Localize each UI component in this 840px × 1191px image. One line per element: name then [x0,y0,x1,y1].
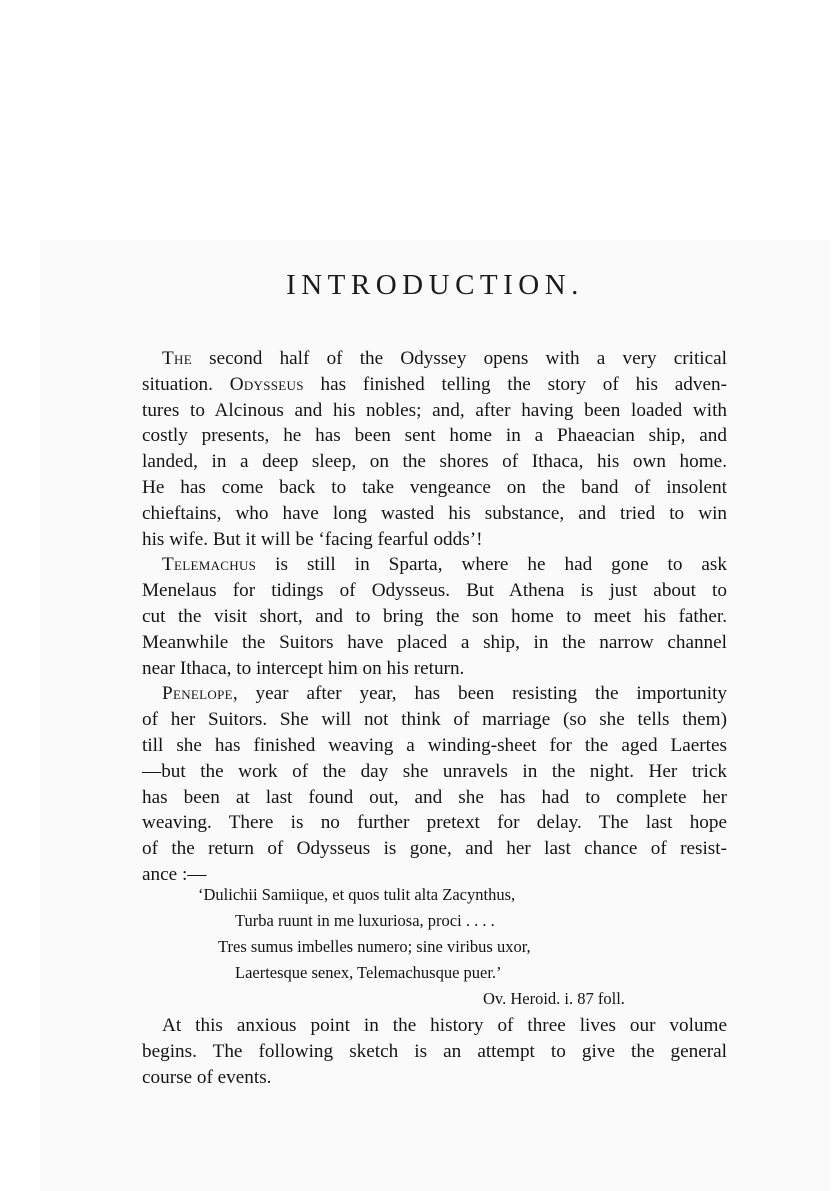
text-line [142,681,727,707]
paragraph-closing [142,1013,727,1090]
small-caps-name: Penelope [162,683,233,705]
text-span: is still in Sparta, where he had gone to ask [256,554,727,576]
text-line: landed, in a deep sleep, on the shores of Ithaca, his own home. [142,451,727,473]
text-line: At this anxious point in the history of three lives our volume [162,1015,727,1036]
body-text [142,346,727,888]
text-line [142,552,727,578]
text-line: costly presents, he has been sent home in a Phaeacian ship, and [142,425,727,447]
text-span: second half of the Odyssey opens with a very critical [191,348,727,369]
text-line: Meanwhile the Suitors have placed a ship, in the narrow channel [142,631,727,653]
text-line: course of events. [142,1066,272,1088]
text-line: tures to Alcinous and his nobles; and, after having been loaded with [142,399,727,421]
text-span: has finished telling the story of his adven- [303,373,727,395]
text-line: weaving. There is no further pretext for delay. The last hope [142,812,727,834]
text-span: situation. [142,373,230,395]
quote-citation: Ov. Heroid. i. 87 foll. [483,989,625,1008]
paragraph-telemachus [142,552,727,681]
paragraph-penelope [142,681,727,887]
text-line: his wife. But it will be ‘facing fearful odds’! [142,528,483,550]
page-title: INTRODUCTION. [286,269,584,301]
text-line: near Ithaca, to intercept him on his return. [142,657,465,679]
verse-line: Laertesque senex, Telemachusque puer.’ [235,963,502,982]
text-line [142,372,727,398]
verse-line: Turba ruunt in me luxuriosa, proci . . . . [235,911,495,930]
small-caps-word: The [162,348,192,369]
text-line: cut the visit short, and to bring the son home to meet his father. [142,605,727,627]
verse-line: Tres sumus imbelles numero; sine viribus uxor, [218,937,531,956]
text-line: begins. The following sketch is an attempt to give the general [142,1040,727,1062]
text-line: He has come back to take vengeance on the band of insolent [142,476,727,498]
text-line: chieftains, who have long wasted his substance, and tried to win [142,502,727,524]
text-line: till she has finished weaving a winding-sheet for the aged Laertes [142,734,727,756]
text-line: Menelaus for tidings of Odysseus. But Athena is just about to [142,580,727,602]
small-caps-name: Telemachus [162,554,257,576]
text-line: ance :— [142,863,207,885]
text-line: of her Suitors. She will not think of marriage (so she tells them) [142,709,727,731]
text-line: —but the work of the day she unravels in the night. Her trick [142,760,727,782]
text-span: , year after year, has been resisting the importunity [232,683,727,705]
text-line [142,346,727,372]
text-line: has been at last found out, and she has had to complete her [142,786,727,808]
text-line: of the return of Odysseus is gone, and her last chance of resist- [142,838,727,860]
small-caps-name: Odysseus [229,373,304,395]
verse-line: ‘Dulichii Samiique, et quos tulit alta Zacynthus, [198,885,516,904]
paragraph-odysseus [142,346,727,552]
